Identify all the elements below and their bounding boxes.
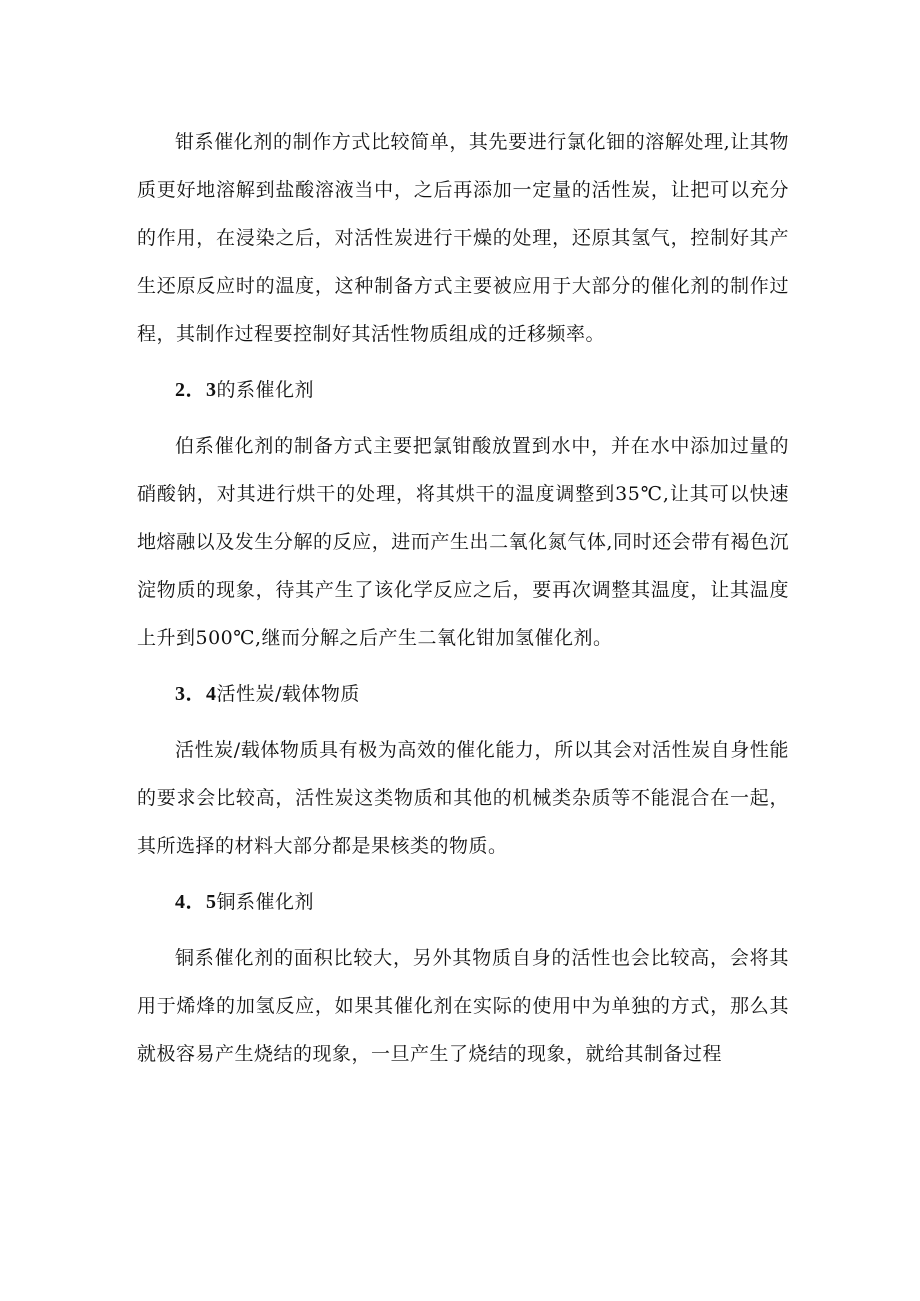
spacer: [137, 662, 789, 670]
paragraph-palladium-catalyst: 钳系催化剂的制作方式比较简单，其先要进行氯化钿的溶解处理,让其物质更好地溶解到盐酸溶液当中，之后再添加一定量的活性炭，让把可以充分的作用，在浸染之后，对活性炭进行干燥的处理，还原其氢气，控制好其产生还原反应时的温度，这种制备方式主要被应用于大部分的催化剂的制作过程，其制作过程要控制好其活性物质组成的迁移频率。: [137, 131, 789, 345]
spacer: [137, 870, 789, 878]
spacer: [137, 358, 789, 366]
section-title: 活性炭/载体物质: [216, 683, 360, 705]
paragraph-platinum-catalyst: 伯系催化剂的制备方式主要把氯钳酸放置到水中，并在水中添加过量的硝酸钠，对其进行烘干的处理，将其烘干的温度调整到35℃,让其可以快速地熔融以及发生分解的反应，进而产生出二氧化氮气体,同时还会带有褐色沉淀物质的现象，待其产生了该化学反应之后，要再次调整其温度，让其温度上升到500℃,继而分解之后产生二氧化钳加氢催化剂。: [137, 435, 789, 649]
section-heading-4-5: [137, 878, 789, 926]
document-body: [137, 118, 789, 1078]
paragraph-activated-carbon: 活性炭/载体物质具有极为高效的催化能力，所以其会对活性炭自身性能的要求会比较高，活性炭这类物质和其他的机械类杂质等不能混合在一起，其所选择的材料大部分都是果核类的物质。: [137, 739, 789, 857]
section-title: 的系催化剂: [216, 379, 315, 401]
spacer: [137, 718, 789, 726]
spacer: [137, 926, 789, 934]
section-title: 铜系催化剂: [216, 891, 315, 913]
section-heading-3-4: [137, 670, 789, 718]
spacer: [137, 414, 789, 422]
section-number: 3．4: [175, 683, 217, 705]
section-number: 2．3: [175, 379, 217, 401]
section-heading-2-3: [137, 366, 789, 414]
paragraph-copper-catalyst: 铜系催化剂的面积比较大，另外其物质自身的活性也会比较高，会将其用于烯烽的加氢反应，如果其催化剂在实际的使用中为单独的方式，那么其就极容易产生烧结的现象，一旦产生了烧结的现象，就给其制备过程: [137, 947, 789, 1065]
section-number: 4．5: [175, 891, 217, 913]
